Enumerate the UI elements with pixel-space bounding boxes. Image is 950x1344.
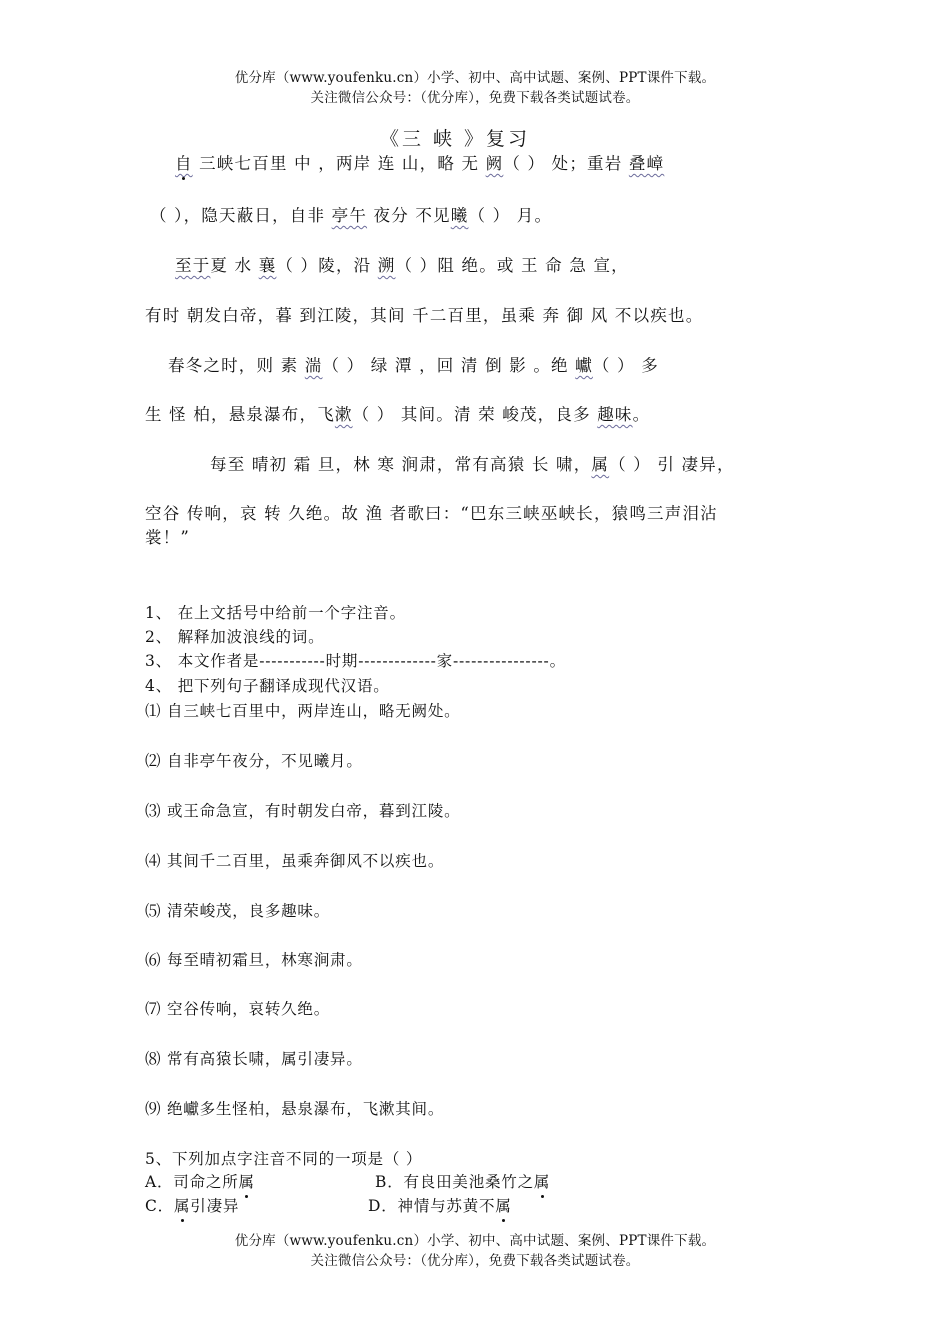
question-1: 1、 在上文括号中给前一个字注音。 xyxy=(145,604,406,622)
passage-text: （ ） 月。 xyxy=(468,206,553,225)
option-c xyxy=(145,1194,239,1216)
question-3: 3、 本文作者是-----------时期-------------家----------------。 xyxy=(145,652,566,670)
header-line-2: 关注微信公众号：（优分库），免费下载各类试题试卷。 xyxy=(310,90,640,106)
header-line-1: 优分库（www.youfenku.cn）小学、初中、高中试题、案例、PPT课件下载。 xyxy=(234,70,716,86)
wavy-word: 湍 xyxy=(304,356,323,375)
passage-text: （ ）陵，沿 xyxy=(276,256,378,275)
passage-text: （ ） 多 xyxy=(592,356,659,375)
passage-line-1 xyxy=(175,150,664,174)
wavy-word: 叠嶂 xyxy=(628,154,665,173)
passage-text: （ ） 绿 潭 ，回 清 倒 影 。绝 xyxy=(322,356,576,375)
translation-item-9: ⑼ 绝巘多生怪柏，悬泉瀑布，飞漱其间。 xyxy=(145,1100,445,1118)
wavy-word: 漱 xyxy=(334,405,353,424)
translation-item-8: ⑻ 常有高猿长啸，属引凄异。 xyxy=(145,1050,363,1068)
wavy-word: 溯 xyxy=(377,256,396,275)
footer-line-2: 关注微信公众号：（优分库），免费下载各类试题试卷。 xyxy=(310,1253,640,1269)
passage-text: （ ） 引 凄异， xyxy=(609,455,735,474)
translation-item-6: ⑹ 每至晴初霜旦，林寒涧肃。 xyxy=(145,951,363,969)
translation-item-1: ⑴ 自三峡七百里中，两岸连山，略无阙处。 xyxy=(145,702,461,720)
passage-text: 。 xyxy=(632,405,651,424)
passage-text: 春冬之时，则 素 xyxy=(168,356,305,375)
passage-line-5 xyxy=(168,352,659,376)
passage-text: 夜分 不见 xyxy=(367,206,451,225)
passage-text: （ ）阻 绝。或 王 命 急 宣， xyxy=(395,256,629,275)
passage-text: （ ） 处；重岩 xyxy=(503,154,629,173)
translation-item-5: ⑸ 清荣峻茂，良多趣味。 xyxy=(145,902,331,920)
passage-text: 生 怪 柏，悬泉瀑布，飞 xyxy=(145,405,335,424)
passage-text: （ ） 其间。清 荣 峻茂，良多 xyxy=(352,405,598,424)
wavy-word: 属 xyxy=(591,455,610,474)
wavy-word: 阙 xyxy=(485,154,504,173)
wavy-word: 曦 xyxy=(450,206,469,225)
translation-item-3: ⑶ 或王命急宣，有时朝发白帝，暮到江陵。 xyxy=(145,802,461,820)
passage-line-7 xyxy=(210,451,735,475)
footer-line-1: 优分库（www.youfenku.cn）小学、初中、高中试题、案例、PPT课件下载。 xyxy=(234,1233,716,1249)
dotted-char: 属 xyxy=(173,1197,191,1215)
passage-line-3 xyxy=(175,252,629,276)
passage-text: （ ），隐天蔽日，自非 xyxy=(150,206,332,225)
wavy-word: 趣味 xyxy=(597,405,633,424)
translation-item-7: ⑺ 空谷传响，哀转久绝。 xyxy=(145,1000,331,1018)
passage-text: 夏 水 xyxy=(210,256,259,275)
question-4: 4、 把下列句子翻译成现代汉语。 xyxy=(145,677,390,695)
wavy-word: 襄 xyxy=(258,256,277,275)
option-text: C． xyxy=(145,1197,174,1215)
wavy-word: 至于 xyxy=(175,256,211,275)
option-text: B．有良田美池桑竹之 xyxy=(375,1173,534,1191)
translation-item-2: ⑵ 自非亭午夜分，不见曦月。 xyxy=(145,752,363,770)
dotted-char: 属 xyxy=(533,1173,551,1191)
wavy-word: 亭午 xyxy=(331,206,368,225)
dotted-char: 属 xyxy=(495,1197,512,1215)
dotted-char: 自 xyxy=(175,154,193,173)
dotted-char: 属 xyxy=(238,1173,255,1191)
passage-line-9: 裳！” xyxy=(145,528,191,547)
passage-line-2 xyxy=(150,202,552,226)
question-5-stem: 5、下列加点字注音不同的一项是（ ） xyxy=(145,1150,423,1168)
option-text: D．神情与苏黄不 xyxy=(368,1197,496,1215)
option-text: A．司命之所 xyxy=(145,1173,239,1191)
passage-line-4: 有时 朝发白帝，暮 到江陵，其间 千二百里，虽乘 奔 御 风 不以疾也。 xyxy=(145,306,704,325)
page-title: 《三 峡 》复习 xyxy=(379,128,531,150)
passage-line-8: 空谷 传响，哀 转 久绝。故 渔 者歌曰：“巴东三峡巫峡长，猿鸣三声泪沾 xyxy=(145,504,718,523)
passage-text: 每至 晴初 霜 旦，林 寒 涧肃，常有高猿 长 啸， xyxy=(210,455,592,474)
question-2: 2、 解释加波浪线的词。 xyxy=(145,628,325,646)
option-a xyxy=(145,1170,255,1192)
passage-line-6 xyxy=(145,401,650,425)
translation-item-4: ⑷ 其间千二百里，虽乘奔御风不以疾也。 xyxy=(145,852,445,870)
passage-text: 三峡七百里 中 ，两岸 连 山，略 无 xyxy=(192,154,486,173)
wavy-word: 巘 xyxy=(575,356,593,375)
option-d xyxy=(368,1194,512,1216)
option-b xyxy=(375,1170,550,1192)
option-text: 引凄异 xyxy=(190,1197,240,1215)
